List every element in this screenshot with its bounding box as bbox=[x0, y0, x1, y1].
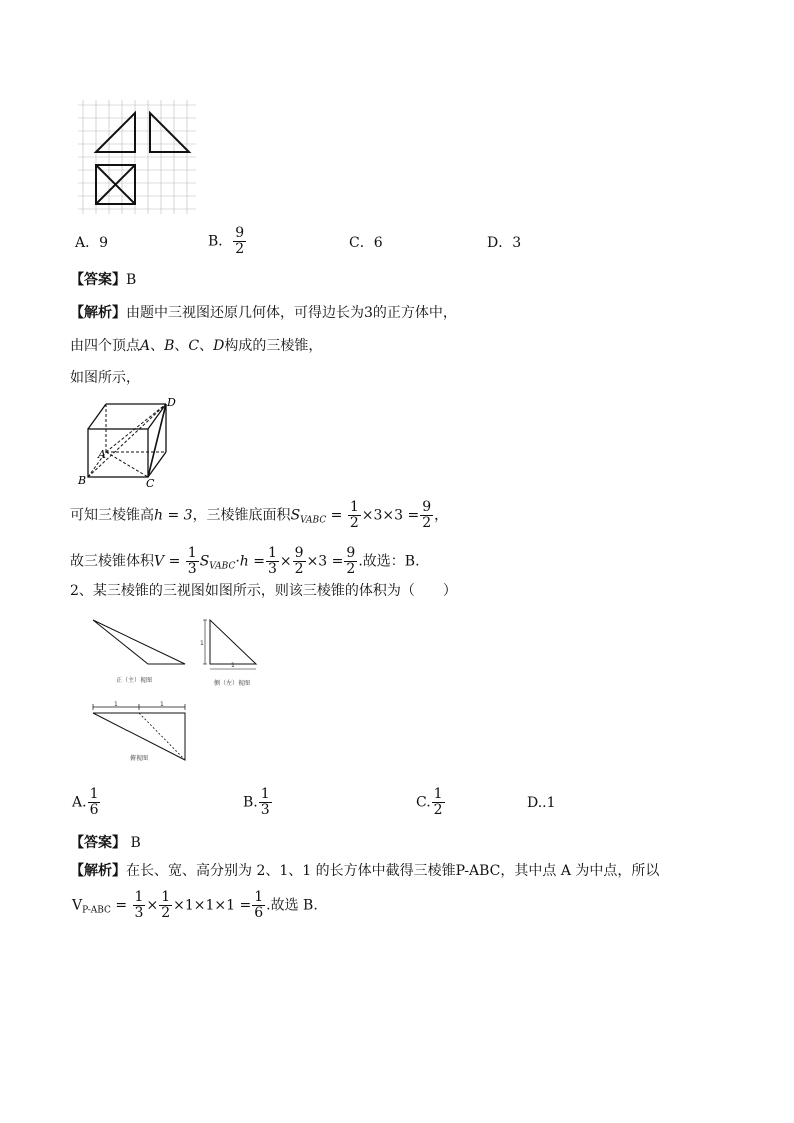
text: 构成的三棱锥， bbox=[224, 338, 323, 354]
vertex-a: A bbox=[140, 338, 151, 354]
text: .故选：B. bbox=[358, 553, 420, 570]
frac-num: 1 bbox=[134, 889, 144, 905]
frac-den: 2 bbox=[422, 515, 432, 531]
frac-num: 1 bbox=[254, 889, 264, 905]
text: 可知三棱锥高 bbox=[70, 507, 154, 524]
frac-den: 2 bbox=[433, 802, 443, 818]
S-symbol: S bbox=[290, 507, 301, 524]
frac-num: 9 bbox=[422, 499, 432, 515]
eq: = bbox=[164, 553, 185, 570]
three-view-grid-figure bbox=[78, 100, 198, 215]
front-view-caption: 正（主）视图 bbox=[116, 677, 153, 684]
analysis-label: 【解析】 bbox=[70, 305, 126, 321]
cube-pyramid-figure bbox=[78, 396, 188, 490]
option-label: C. bbox=[416, 794, 431, 811]
frac-nine-half-2 bbox=[293, 546, 306, 577]
text: ×3 = bbox=[306, 553, 344, 570]
frac-num: 9 bbox=[346, 545, 356, 561]
cube-label-c: C bbox=[146, 477, 155, 490]
frac-den: 2 bbox=[294, 561, 304, 577]
cube-label-d: D bbox=[167, 396, 176, 409]
sep: 、 bbox=[150, 338, 165, 354]
eq: = bbox=[326, 507, 347, 524]
answer-value: B bbox=[126, 272, 137, 288]
V-symbol: V bbox=[154, 553, 165, 570]
q2-answer bbox=[70, 834, 141, 852]
frac-den: 2 bbox=[161, 905, 171, 921]
top-dim-label-left: 1 bbox=[114, 701, 118, 708]
q2-front-view bbox=[88, 612, 198, 687]
q2-formula-line bbox=[72, 890, 318, 921]
q1-option-b bbox=[208, 226, 247, 257]
q1-analysis-line3: 如图所示， bbox=[70, 370, 140, 386]
frac-den: 6 bbox=[254, 905, 264, 921]
analysis-label: 【解析】 bbox=[70, 863, 126, 879]
frac-den: 3 bbox=[260, 802, 270, 818]
side-width-label: 1 bbox=[231, 662, 235, 669]
q2-option-a bbox=[72, 787, 101, 818]
sep: 、 bbox=[174, 338, 189, 354]
q2-option-b bbox=[243, 787, 273, 818]
vertex-b: B bbox=[164, 338, 175, 354]
q2-option-c bbox=[416, 787, 446, 818]
vertex-d: D bbox=[213, 338, 225, 354]
frac-num: 9 bbox=[235, 225, 245, 241]
frac-nine-half-3 bbox=[344, 546, 357, 577]
option-fraction bbox=[88, 787, 101, 818]
q1-analysis-line1 bbox=[70, 304, 457, 322]
frac-den: 2 bbox=[349, 515, 359, 531]
frac-third bbox=[133, 890, 146, 921]
frac-den: 2 bbox=[346, 561, 356, 577]
frac-nine-half bbox=[420, 500, 433, 531]
analysis-text: 在长、宽、高分别为 2、1、1 的长方体中截得三棱锥P-ABC，其中点 A 为中点，所以 bbox=[126, 863, 660, 879]
top-view-caption: 俯视图 bbox=[130, 755, 149, 762]
frac-third-2 bbox=[266, 546, 279, 577]
q1-volume-line bbox=[70, 546, 420, 577]
S-subscript: VABC bbox=[300, 515, 327, 526]
text: × bbox=[146, 897, 159, 914]
q1-answer bbox=[70, 271, 136, 289]
sep: 、 bbox=[199, 338, 214, 354]
option-label: B. bbox=[243, 794, 258, 811]
frac-num: 1 bbox=[349, 499, 359, 515]
q1-analysis-line2 bbox=[70, 337, 322, 355]
text: ，三棱锥底面积 bbox=[192, 507, 291, 524]
dot-h: ·h = bbox=[235, 553, 265, 570]
option-label: D.. bbox=[527, 795, 547, 811]
q1-area-line bbox=[70, 500, 448, 531]
frac-num: 1 bbox=[161, 889, 171, 905]
q2-side-view bbox=[200, 612, 270, 690]
answer-label: 【答案】 bbox=[70, 835, 126, 851]
option-value: 1 bbox=[546, 795, 556, 811]
option-label: A. bbox=[72, 794, 87, 811]
top-dim-label-right: 1 bbox=[160, 701, 164, 708]
frac-half bbox=[348, 500, 361, 531]
cube-label-a: A bbox=[98, 448, 106, 461]
eq: = bbox=[110, 897, 132, 914]
frac-sixth bbox=[252, 890, 265, 921]
frac-den: 3 bbox=[134, 905, 144, 921]
option-fraction bbox=[259, 787, 272, 818]
q1-option-d: D．3 bbox=[487, 235, 522, 251]
frac-num: 1 bbox=[433, 786, 443, 802]
answer-value: B bbox=[130, 835, 141, 851]
text: ×3×3 = bbox=[361, 507, 420, 524]
q1-option-c: C．6 bbox=[349, 235, 383, 251]
text: × bbox=[279, 553, 292, 570]
side-view-caption: 侧（左）视图 bbox=[214, 680, 251, 687]
q1-option-b-label: B． bbox=[208, 233, 233, 250]
text: 故三棱锥体积 bbox=[70, 553, 154, 570]
frac-num: 9 bbox=[294, 545, 304, 561]
frac-den: 6 bbox=[89, 802, 99, 818]
frac-num: 1 bbox=[89, 786, 99, 802]
text: ， bbox=[434, 507, 449, 524]
q2-analysis-line1 bbox=[70, 862, 659, 880]
text: ×1×1×1 = bbox=[173, 897, 252, 914]
answer-label: 【答案】 bbox=[70, 272, 126, 288]
V-subscript: P-ABC bbox=[82, 905, 111, 916]
frac-den: 3 bbox=[268, 561, 277, 577]
side-view-triangle bbox=[150, 113, 189, 152]
option-fraction bbox=[432, 787, 445, 818]
q1-option-a: A．9 bbox=[75, 235, 109, 251]
front-view-triangle bbox=[96, 113, 135, 152]
frac-num: 1 bbox=[268, 545, 277, 561]
S-subscript: VABC bbox=[209, 561, 236, 572]
frac-num: 1 bbox=[260, 786, 270, 802]
frac-den: 3 bbox=[187, 561, 197, 577]
frac-den: 2 bbox=[235, 241, 245, 257]
S-symbol: S bbox=[199, 553, 210, 570]
text: 由四个顶点 bbox=[70, 338, 140, 354]
q1-option-b-fraction bbox=[233, 226, 246, 257]
cube-label-b: B bbox=[78, 474, 87, 487]
text: .故选 B. bbox=[266, 897, 318, 914]
height-expr: h = 3 bbox=[154, 507, 193, 524]
side-height-label: 1 bbox=[200, 640, 204, 647]
V-symbol: V bbox=[72, 897, 83, 914]
q2-option-d bbox=[527, 794, 556, 812]
frac-third bbox=[186, 546, 199, 577]
frac-num: 1 bbox=[187, 545, 197, 561]
analysis-text: 由题中三视图还原几何体，可得边长为3的正方体中， bbox=[126, 305, 457, 321]
frac-half bbox=[159, 890, 172, 921]
q2-top-view bbox=[88, 700, 198, 770]
vertex-c: C bbox=[188, 338, 200, 354]
q2-stem: 2、某三棱锥的三视图如图所示，则该三棱锥的体积为（ ） bbox=[70, 583, 457, 599]
